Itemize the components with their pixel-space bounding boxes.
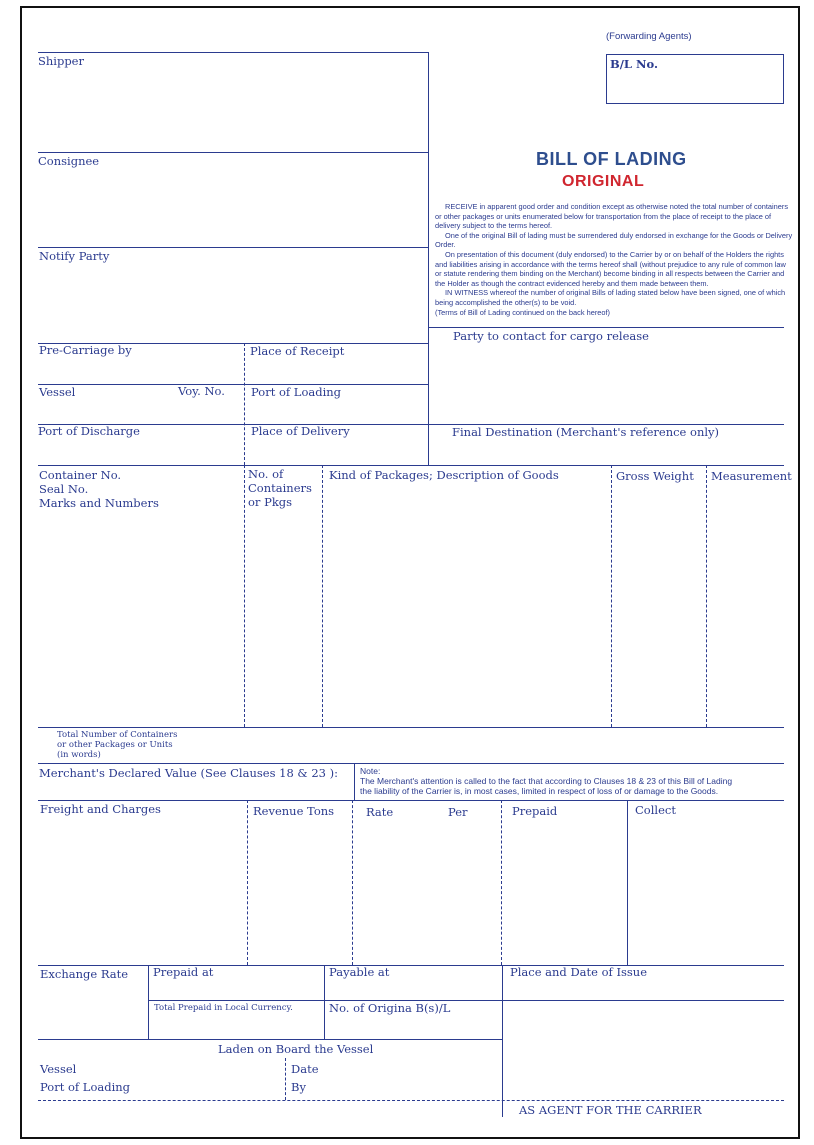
gross-weight-label: Gross Weight: [616, 469, 694, 483]
divider: [38, 800, 784, 801]
no-of-label: No. of: [248, 467, 284, 481]
footer-port-of-loading-label: Port of Loading: [40, 1080, 131, 1094]
divider: [38, 247, 429, 248]
document-title: BILL OF LADING: [536, 149, 687, 169]
total-containers-line3: (in words): [57, 750, 101, 760]
revenue-tons-label: Revenue Tons: [253, 804, 335, 818]
divider: [324, 965, 325, 1039]
document-subtitle: ORIGINAL: [562, 173, 645, 190]
divider: [38, 763, 784, 764]
containers-label: Containers: [248, 481, 312, 495]
place-of-receipt-label: Place of Receipt: [250, 344, 345, 358]
divider: [38, 152, 429, 153]
divider: [428, 52, 429, 465]
notify-party-label: Notify Party: [39, 249, 110, 263]
place-and-date-of-issue-label: Place and Date of Issue: [510, 965, 648, 979]
no-of-original-label: No. of Origina B(s)/L: [329, 1001, 451, 1015]
divider: [611, 465, 612, 727]
consignee-label: Consignee: [38, 154, 100, 168]
total-containers-line2: or other Packages or Units: [57, 740, 173, 750]
vessel-label: Vessel: [39, 385, 76, 399]
note-line-2: the liability of the Carrier is, in most cases, limited in respect of loss of or damage to the Goods.: [360, 786, 719, 796]
measurement-label: Measurement: [711, 469, 792, 483]
rate-label: Rate: [366, 805, 394, 819]
terms-paragraph-3: On presentation of this document (duly endorsed) to the Carrier by or on behalf of the Holders the rights and liabilities arising in accordance with the terms hereof shall (without prejudice to any rule of common law or statute rendering them binding on the Merchant) become binding in all respects between the Carrier and the Holder as though the contract evidenced hereby and them made between them.: [435, 249, 786, 288]
divider: [38, 727, 784, 728]
terms-paragraph-2: One of the original Bill of lading must be surrendered duly endorsed in exchange for the Goods or Delivery Order.: [435, 230, 793, 250]
divider: [285, 1058, 286, 1100]
voy-no-label: Voy. No.: [178, 384, 225, 398]
container-no-label: Container No.: [39, 468, 122, 482]
divider: [244, 465, 245, 727]
note-line-1: The Merchant's attention is called to the fact that according to Clauses 18 & 23 of this Bill of Lading: [360, 776, 733, 786]
divider: [627, 800, 628, 965]
bl-no-label: B/L No.: [610, 57, 658, 71]
pre-carriage-label: Pre-Carriage by: [39, 343, 132, 357]
final-destination-label: Final Destination (Merchant's reference only): [452, 425, 720, 439]
divider: [148, 1000, 784, 1001]
by-label: By: [291, 1080, 306, 1094]
divider: [706, 465, 707, 727]
place-of-delivery-label: Place of Delivery: [251, 424, 350, 438]
bill-of-lading-form: [20, 6, 800, 1139]
divider: [38, 52, 429, 53]
divider: [501, 800, 502, 965]
freight-and-charges-label: Freight and Charges: [40, 802, 161, 816]
forwarding-agents-label: (Forwarding Agents): [606, 31, 692, 42]
terms-paragraph-4: IN WITNESS whereof the number of original Bills of lading stated below have been signed, one of which being accomplished the other(s) to be void.: [435, 288, 786, 307]
total-containers-line1: Total Number of Containers: [57, 730, 178, 740]
payable-at-label: Payable at: [329, 965, 390, 979]
declared-value-label: Merchant's Declared Value (See Clauses 18 & 23 ):: [39, 766, 338, 780]
terms-text: [435, 202, 793, 317]
divider: [38, 465, 784, 466]
laden-on-board-label: Laden on Board the Vessel: [218, 1042, 374, 1056]
as-agent-label: AS AGENT FOR THE CARRIER: [519, 1103, 702, 1117]
kind-of-packages-label: Kind of Packages; Description of Goods: [329, 468, 559, 482]
seal-no-label: Seal No.: [39, 482, 89, 496]
terms-paragraph-5: (Terms of Bill of Lading continued on the back hereof): [435, 307, 611, 317]
collect-label: Collect: [635, 803, 676, 817]
divider: [148, 965, 149, 1039]
divider: [38, 1039, 502, 1040]
party-to-contact-label: Party to contact for cargo release: [453, 329, 649, 343]
total-prepaid-label: Total Prepaid in Local Currency.: [154, 1003, 293, 1013]
port-of-loading-label: Port of Loading: [251, 385, 342, 399]
merchant-note: [360, 766, 780, 796]
divider: [502, 965, 503, 1117]
divider: [352, 800, 353, 965]
divider: [244, 343, 245, 465]
divider: [322, 465, 323, 727]
divider: [354, 763, 355, 800]
date-label: Date: [291, 1062, 319, 1076]
port-of-discharge-label: Port of Discharge: [38, 424, 140, 438]
divider: [428, 327, 784, 328]
prepaid-label: Prepaid: [512, 804, 558, 818]
terms-paragraph-1: RECEIVE in apparent good order and condition except as otherwise noted the total number of containers or other packages or units enumerated below for transportation from the place of receipt to the place of delivery subject to the terms hereof.: [435, 202, 789, 231]
divider: [38, 1100, 784, 1101]
footer-vessel-label: Vessel: [40, 1062, 77, 1076]
exchange-rate-label: Exchange Rate: [40, 967, 129, 981]
or-pkgs-label: or Pkgs: [248, 495, 293, 509]
divider: [247, 800, 248, 965]
shipper-label: Shipper: [38, 54, 84, 68]
note-label: Note:: [360, 766, 381, 776]
prepaid-at-label: Prepaid at: [153, 965, 214, 979]
marks-and-numbers-label: Marks and Numbers: [39, 496, 159, 510]
per-label: Per: [448, 805, 468, 819]
divider: [38, 965, 784, 966]
divider: [38, 384, 429, 385]
